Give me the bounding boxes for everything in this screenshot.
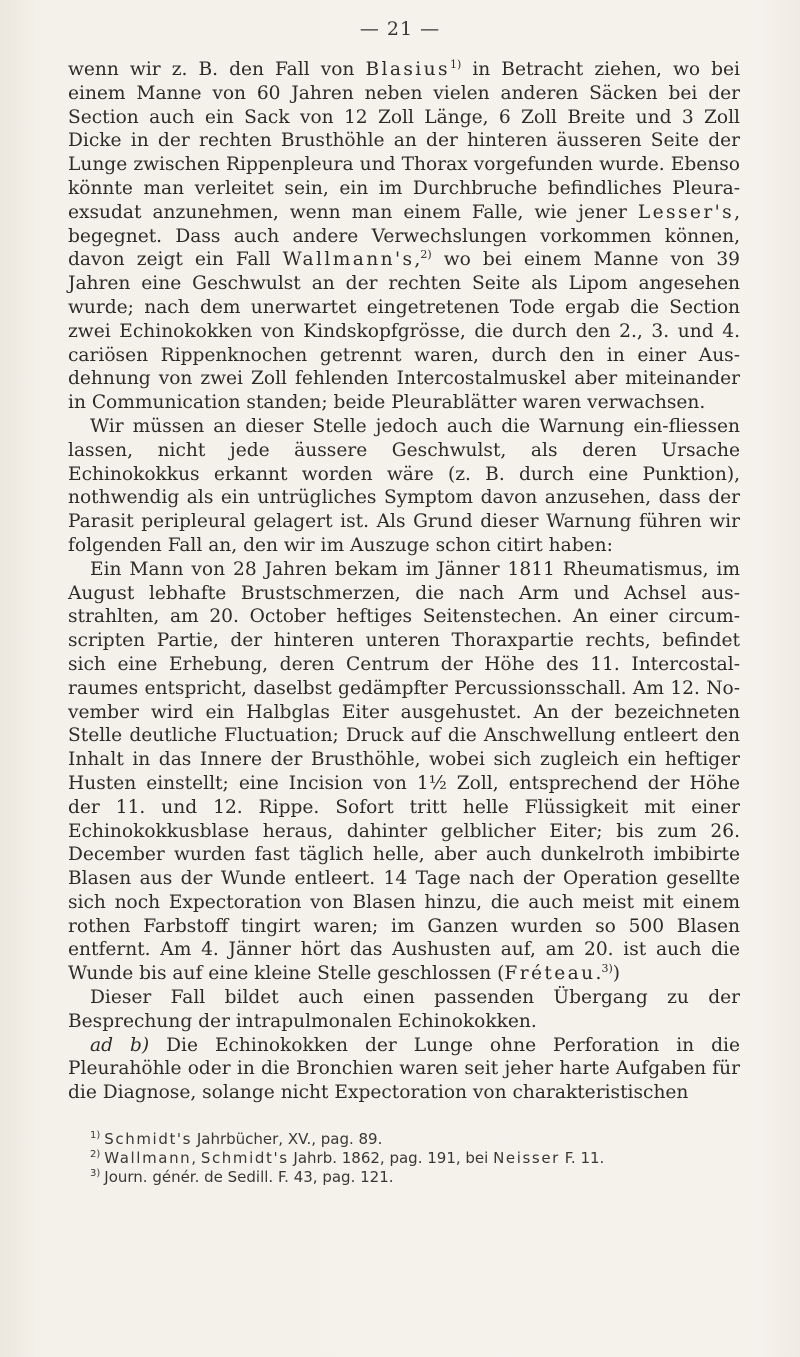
- spaced-name: Neisser: [493, 1149, 560, 1167]
- footnote: [90, 1168, 740, 1187]
- text-run: ,: [191, 1149, 201, 1167]
- spaced-name: Schmidt's: [104, 1130, 193, 1148]
- spaced-name: Blasius: [365, 59, 450, 80]
- footnote-mark: 1): [90, 1130, 101, 1141]
- text-run: wo bei einem Manne von 39 Jahren eine Geschwulst an der rechten Seite als Lipom angesehen wurde; nach dem unerwartet eingetretenen Tode ergab die Section zwei Echinokokken von Kindskopfgrösse, die durch den 2., 3. und 4. cariösen Rippenknochen getrennt waren, durch den in einer Aus-dehnung von zwei Zoll fehlenden Intercostalmuskel aber miteinander in Communication standen; beide Pleurablätter waren verwachsen.: [68, 249, 741, 414]
- paragraph: [68, 986, 740, 1034]
- text-run: Ein Mann von 28 Jahren bekam im Jänner 1811 Rheumatismus, im August lebhafte Brustschmerzen, die nach Arm und Achsel aus-strahlten, am 20. October heftiges Seitenstechen. An einer circum-scripten Partie, der hinteren unteren Thoraxpartie rechts, befindet sich eine Erhebung, deren Centrum der Höhe des 11. Intercostal-raumes entspricht, daselbst gedämpfter Percussionsschall. Am 12. No-vember wird ein Halbglas Eiter ausgehustet. An der bezeichneten Stelle deutliche Fluctuation; Druck auf die Anschwellung entleert den Inhalt in das Innere der Brusthöhle, wobei sich zugleich ein heftiger Husten einstellt; eine Incision von 1½ Zoll, entsprechend der Höhe der 11. und 12. Rippe. Sofort tritt helle Flüssigkeit mit einer Echinokokkusblase heraus, dahinter gelblicher Eiter; bis zum 26. December wurden fast täglich helle, aber auch dunkelroth imbibirte Blasen aus der Wunde entleert. 14 Tage nach der Operation gesellte sich noch Expectoration von Blasen hinzu, die auch meist mit einem rothen Farbstoff tingirt waren; im Ganzen wurden so 500 Blasen entfernt. Am 4. Jänner hört das Aushusten auf, am 20. ist auch die Wunde bis auf eine kleine Stelle geschlossen (: [68, 558, 740, 985]
- footnote-mark: 2): [90, 1149, 101, 1160]
- footnote-ref: 2): [420, 248, 432, 262]
- text-run: Jahrbücher, XV., pag. 89.: [192, 1130, 383, 1148]
- text-run: .: [595, 963, 602, 985]
- text-run: Wir müssen an dieser Stelle jedoch auch die Warnung ein-fliessen lassen, nicht jede äussere Geschwulst, als deren Ursache Echinokokkus erkannt worden wäre (z. B. durch eine Punktion), nothwendig als ein untrügliches Symptom davon anzusehen, dass der Parasit peripleural gelagert ist. Als Grund dieser Warnung führen wir folgenden Fall an, den wir im Auszuge schon citirt haben:: [68, 415, 740, 556]
- italic-run: ad b): [90, 1034, 150, 1056]
- spaced-name: Wallmann: [104, 1149, 192, 1167]
- page-number: — 21 —: [359, 18, 441, 40]
- text-run: , begegnet. Dass auch andere Verwechslungen vorkommen können, davon zeigt ein Fall: [68, 201, 740, 271]
- spaced-name: Fréteau: [504, 963, 596, 985]
- footnote-ref: 1): [449, 57, 462, 71]
- text-run: Journ. génér. de Sedill. F. 43, pag. 121.: [104, 1168, 394, 1186]
- text-run: ,: [414, 249, 421, 271]
- body-text: [68, 58, 740, 1105]
- spaced-name: Lesser's: [637, 201, 735, 223]
- text-run: Jahrb. 1862, pag. 191, bei: [288, 1149, 494, 1167]
- footnote-mark: 3): [90, 1168, 101, 1179]
- text-run: ): [612, 963, 621, 985]
- text-run: in Betracht ziehen, wo bei einem Manne von 60 Jahren neben vielen anderen Säcken bei der Section auch ein Sack von 12 Zoll Länge, 6 Zoll Breite und 3 Zoll Dicke in der rechten Brusthöhle an der hinteren äusseren Seite der Lunge zwischen Rippenpleura und Thorax vorgefunden wurde. Ebenso könnte man verleitet sein, ein im Durchbruche befindliches Pleura-exsudat anzunehmen, wenn man einem Falle, wie jener: [68, 59, 740, 223]
- paragraph: [68, 58, 740, 415]
- text-run: Dieser Fall bildet auch einen passenden Übergang zu der Besprechung der intrapulmonalen Echinokokken.: [68, 987, 740, 1032]
- paragraph: [68, 1034, 740, 1105]
- footnotes: [90, 1130, 740, 1187]
- text-run: wenn wir z. B. den Fall von: [68, 59, 366, 80]
- text-run: Die Echinokokken der Lunge ohne Perforation in die Pleurahöhle oder in die Bronchien waren seit jeher harte Aufgaben für die Diagnose, solange nicht Expectoration von charakteristischen: [68, 1034, 740, 1104]
- spaced-name: Schmidt's: [200, 1149, 289, 1167]
- footnote: [90, 1149, 740, 1168]
- text-run: F. 11.: [559, 1149, 605, 1167]
- spaced-name: Wallmann's: [282, 249, 415, 271]
- paragraph: [68, 415, 740, 558]
- footnote-ref: 3): [601, 962, 613, 976]
- paragraph: [68, 558, 740, 986]
- footnote: [90, 1130, 740, 1149]
